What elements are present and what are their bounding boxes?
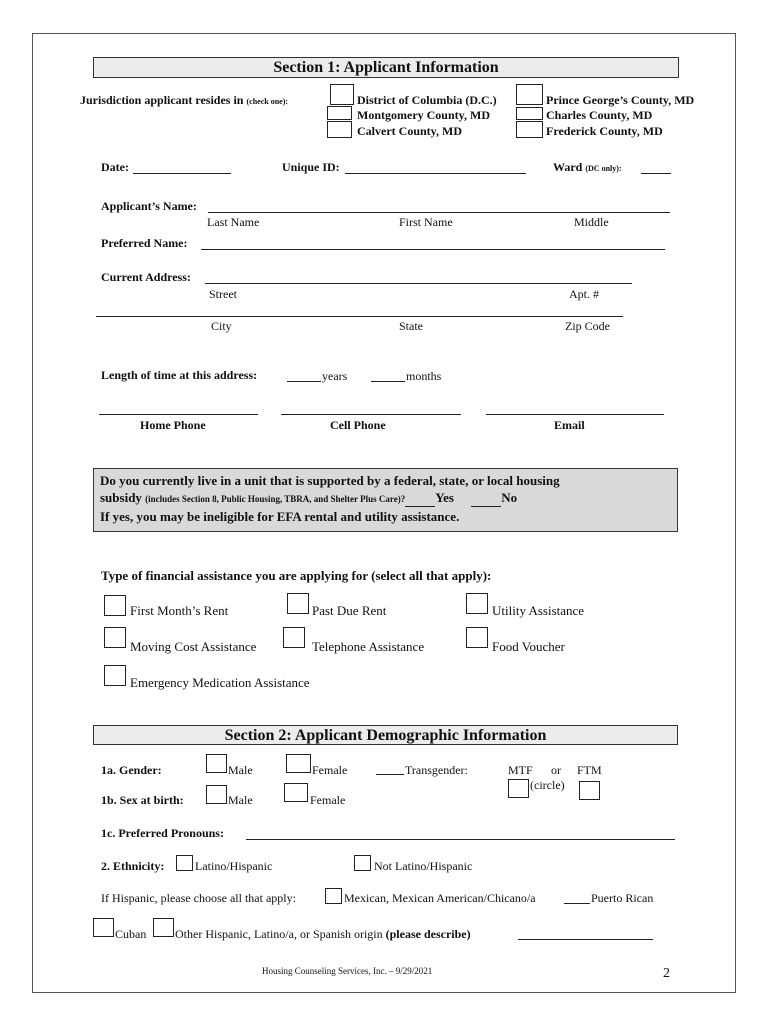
cell-phone-caption: Cell Phone — [330, 418, 386, 432]
applicant-name-field[interactable] — [208, 212, 670, 213]
home-phone-caption: Home Phone — [140, 418, 206, 432]
preferred-name-label: Preferred Name: — [101, 236, 188, 250]
ftm-option[interactable]: FTM — [577, 763, 602, 777]
other-hispanic-label: Other Hispanic, Latino/a, or Spanish origin (please describe) — [175, 927, 471, 941]
frederick-label: Frederick County, MD — [546, 124, 663, 138]
subsidy-line1: Do you currently live in a unit that is supported by a federal, state, or local housing — [100, 473, 560, 488]
medication-label: Emergency Medication Assistance — [130, 675, 310, 690]
pg-label: Prince George’s County, MD — [546, 93, 695, 107]
subsidy-no-field[interactable] — [471, 489, 501, 507]
calvert-label: Calvert County, MD — [357, 124, 462, 138]
not-latino-label: Not Latino/Hispanic — [374, 859, 473, 873]
please-describe: (please describe) — [385, 927, 471, 941]
or-text: or — [551, 763, 561, 777]
middle-caption: Middle — [574, 215, 609, 229]
montgomery-checkbox[interactable] — [327, 106, 352, 120]
months-field[interactable] — [371, 381, 405, 382]
ward-label: Ward (DC only): — [553, 160, 622, 174]
latino-checkbox[interactable] — [176, 855, 193, 871]
gender-label: 1a. Gender: — [101, 763, 162, 777]
cell-phone-field[interactable] — [281, 414, 461, 415]
email-field[interactable] — [486, 414, 664, 415]
pronouns-label: 1c. Preferred Pronouns: — [101, 826, 224, 840]
dc-checkbox[interactable] — [330, 84, 354, 105]
state-caption: State — [399, 319, 423, 333]
transgender-label: Transgender: — [405, 763, 468, 777]
date-label: Date: — [101, 160, 129, 174]
length-label: Length of time at this address: — [101, 368, 258, 382]
sex-female-checkbox[interactable] — [284, 783, 308, 802]
latino-label: Latino/Hispanic — [195, 859, 273, 873]
preferred-name-field[interactable] — [201, 249, 665, 250]
ftm-checkbox[interactable] — [579, 781, 600, 800]
street-caption: Street — [209, 287, 237, 301]
pronouns-field[interactable] — [246, 839, 675, 840]
city-state-zip-field[interactable] — [96, 316, 623, 317]
jurisdiction-note: (check one): — [246, 97, 289, 106]
first-month-checkbox[interactable] — [104, 595, 126, 616]
cuban-checkbox[interactable] — [93, 918, 114, 937]
applicant-name-label: Applicant’s Name: — [101, 199, 197, 213]
mexican-checkbox[interactable] — [325, 888, 342, 904]
subsidy-yes: Yes — [435, 490, 454, 505]
unique-id-label: Unique ID: — [282, 160, 340, 174]
home-phone-field[interactable] — [99, 414, 258, 415]
section1-title: Section 1: Applicant Information — [273, 59, 499, 76]
sex-female-label: Female — [310, 793, 346, 807]
moving-label: Moving Cost Assistance — [130, 639, 257, 654]
years-caption: years — [322, 369, 348, 383]
jurisdiction-label: Jurisdiction applicant resides in (check one): — [80, 93, 289, 107]
past-due-label: Past Due Rent — [312, 603, 387, 618]
frederick-checkbox[interactable] — [516, 121, 543, 138]
calvert-checkbox[interactable] — [327, 121, 352, 138]
transgender-field[interactable] — [376, 774, 404, 775]
date-field[interactable] — [133, 173, 231, 174]
mtf-checkbox[interactable] — [508, 779, 529, 798]
past-due-checkbox[interactable] — [287, 593, 309, 614]
assistance-heading: Type of financial assistance you are applying for (select all that apply): — [101, 568, 492, 583]
zip-caption: Zip Code — [565, 319, 610, 333]
section2-title: Section 2: Applicant Demographic Information — [224, 727, 547, 744]
puerto-rican-field[interactable] — [564, 903, 590, 904]
telephone-label: Telephone Assistance — [312, 639, 425, 654]
unique-id-field[interactable] — [345, 173, 526, 174]
dc-label: District of Columbia (D.C.) — [357, 93, 497, 107]
medication-checkbox[interactable] — [104, 665, 126, 686]
subsidy-note: (includes Section 8, Public Housing, TBRA, and Shelter Plus Care)? — [145, 494, 406, 504]
other-hispanic-field[interactable] — [518, 939, 653, 940]
ward-note: (DC only): — [585, 164, 622, 173]
subsidy-notice — [93, 468, 678, 532]
footer-text: Housing Counseling Services, Inc. – 9/29/2021 — [262, 966, 433, 976]
first-name-caption: First Name — [399, 215, 453, 229]
sex-male-label: Male — [228, 793, 253, 807]
city-caption: City — [211, 319, 232, 333]
sex-at-birth-label: 1b. Sex at birth: — [101, 793, 184, 807]
circle-note: (circle) — [530, 778, 565, 792]
puerto-rican-label: Puerto Rican — [591, 891, 654, 905]
ethnicity-label: 2. Ethnicity: — [101, 859, 165, 873]
section1-header — [93, 57, 679, 78]
gender-male-label: Male — [228, 763, 253, 777]
months-caption: months — [406, 369, 442, 383]
mexican-label: Mexican, Mexican American/Chicano/a — [344, 891, 536, 905]
charles-checkbox[interactable] — [516, 107, 543, 120]
charles-label: Charles County, MD — [546, 108, 653, 122]
apt-caption: Apt. # — [569, 287, 599, 301]
montgomery-label: Montgomery County, MD — [357, 108, 490, 122]
subsidy-line3: If yes, you may be ineligible for EFA rental and utility assistance. — [100, 509, 460, 524]
last-name-caption: Last Name — [207, 215, 260, 229]
ward-field[interactable] — [641, 173, 671, 174]
gender-female-label: Female — [312, 763, 348, 777]
moving-checkbox[interactable] — [104, 627, 126, 648]
page-number: 2 — [663, 966, 670, 981]
subsidy-line2: subsidy (includes Section 8, Public Housing, TBRA, and Shelter Plus Care)? Yes No — [100, 490, 518, 505]
telephone-checkbox[interactable] — [283, 627, 305, 648]
gender-female-checkbox[interactable] — [286, 754, 311, 773]
years-field[interactable] — [287, 381, 321, 382]
utility-label: Utility Assistance — [492, 603, 585, 618]
not-latino-checkbox[interactable] — [354, 855, 371, 871]
utility-checkbox[interactable] — [466, 593, 488, 614]
mtf-option[interactable]: MTF — [508, 763, 533, 777]
subsidy-yes-field[interactable] — [405, 489, 435, 507]
other-hispanic-checkbox[interactable] — [153, 918, 174, 937]
food-label: Food Voucher — [492, 639, 565, 654]
cuban-label: Cuban — [115, 927, 147, 941]
sex-male-checkbox[interactable] — [206, 785, 227, 804]
pg-checkbox[interactable] — [516, 84, 543, 105]
section2-header — [93, 725, 678, 745]
street-field[interactable] — [205, 283, 632, 284]
subsidy-no: No — [501, 490, 518, 505]
food-checkbox[interactable] — [466, 627, 488, 648]
current-address-label: Current Address: — [101, 270, 191, 284]
first-month-label: First Month’s Rent — [130, 603, 229, 618]
gender-male-checkbox[interactable] — [206, 754, 227, 773]
hispanic-prompt: If Hispanic, please choose all that apply: — [101, 891, 296, 905]
email-caption: Email — [554, 418, 585, 432]
